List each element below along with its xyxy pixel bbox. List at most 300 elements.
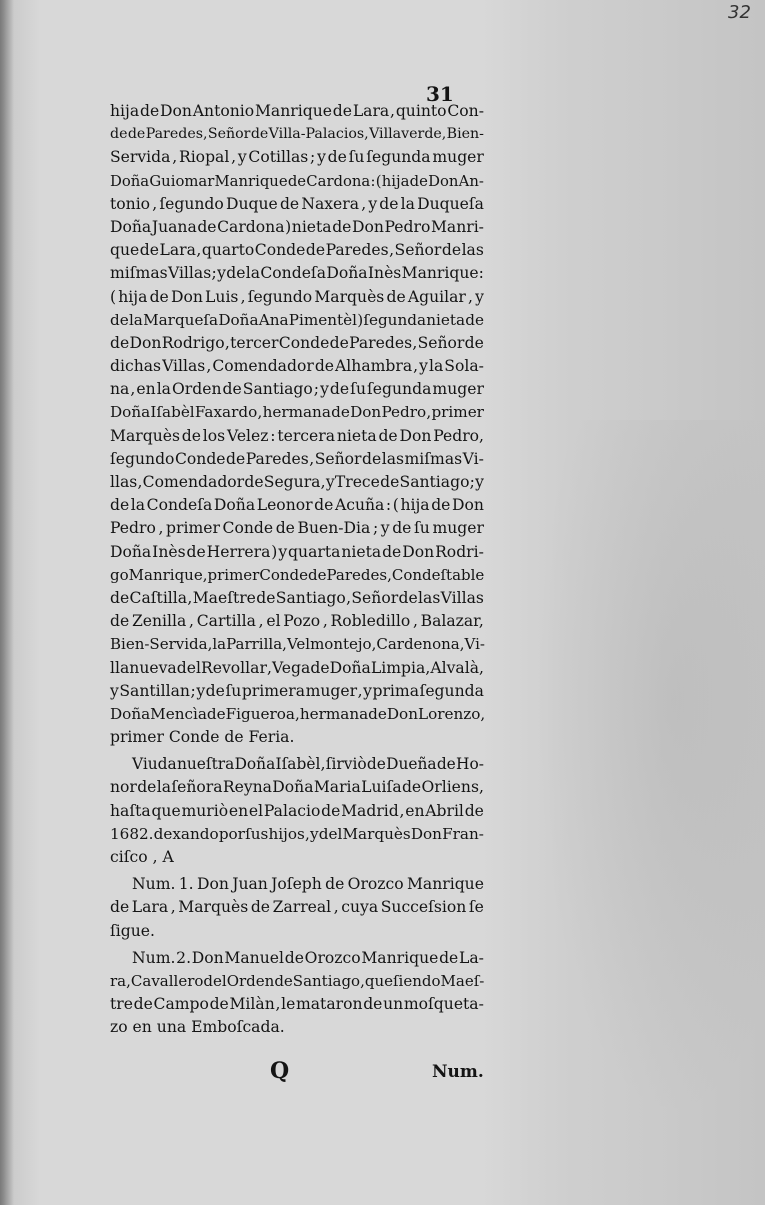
- word: ,: [275, 995, 281, 1014]
- word: ſus: [245, 824, 269, 843]
- word: quinto: [395, 102, 447, 120]
- word: de: [186, 542, 206, 561]
- word: Villa-Palacios,: [268, 126, 369, 143]
- word: ſegunda: [366, 148, 431, 167]
- text-line: [110, 170, 484, 193]
- word: de: [222, 380, 242, 399]
- word: y: [309, 824, 319, 843]
- word: que: [364, 971, 393, 990]
- word: y: [237, 148, 247, 167]
- text-line: [110, 146, 484, 169]
- word: por: [218, 824, 245, 843]
- word: Trece: [334, 473, 380, 491]
- word: de: [287, 172, 307, 190]
- word: Don: [191, 948, 224, 967]
- word: Villas: [167, 264, 212, 283]
- word: Manri-: [430, 217, 484, 236]
- word: ;: [372, 519, 379, 538]
- word: Conde: [259, 565, 308, 584]
- word: ,: [412, 333, 418, 352]
- word: de: [256, 588, 276, 607]
- word: Ho-: [456, 755, 484, 774]
- word: Manrique: [406, 875, 484, 894]
- word: Bien-Servida: [110, 635, 208, 654]
- word: Doña: [110, 172, 150, 190]
- word: Doña: [234, 755, 276, 774]
- word: Riopal: [178, 148, 230, 167]
- word: Doña: [326, 264, 368, 283]
- word: ,: [202, 565, 208, 584]
- word: de: [181, 426, 201, 445]
- word: un: [383, 995, 404, 1014]
- text-line: [110, 448, 484, 471]
- word: Orozco: [347, 875, 404, 894]
- word: la: [400, 194, 415, 213]
- word: Limpia: [370, 658, 426, 677]
- word: Alvalà,: [430, 658, 484, 677]
- word: Orden: [172, 380, 222, 399]
- text-line: [110, 401, 484, 424]
- word: de: [139, 241, 159, 260]
- word: hija: [381, 172, 410, 190]
- word: Num.: [132, 948, 176, 967]
- word: ;: [469, 473, 475, 491]
- word: Comendador: [142, 473, 245, 491]
- text-line: [110, 425, 484, 448]
- text-line: [110, 776, 484, 799]
- word: de: [149, 287, 169, 306]
- word: Marquès: [342, 824, 411, 843]
- word: de: [380, 473, 400, 491]
- word: na: [110, 380, 130, 399]
- word: Campo: [153, 995, 209, 1014]
- ink-bleed-through: [535, 420, 765, 1120]
- word: ſegundo: [110, 449, 175, 468]
- word: Maeſ-: [440, 971, 485, 990]
- word: las: [418, 588, 441, 607]
- word: muger: [432, 148, 484, 167]
- word: ): [271, 542, 278, 561]
- word: ,: [320, 755, 326, 774]
- word: Santiago: [399, 473, 470, 491]
- word: que: [151, 801, 181, 820]
- binding-gutter-shadow: [0, 0, 14, 1205]
- word: primer: [166, 519, 220, 538]
- word: Segura: [263, 473, 321, 491]
- text-line: [110, 823, 484, 846]
- word: prima: [372, 681, 419, 700]
- text-line: [110, 541, 484, 564]
- word: de: [279, 194, 300, 213]
- word: Manrique: [128, 565, 203, 584]
- word: Velmontejo: [286, 635, 372, 654]
- word: Manrique: [361, 948, 439, 967]
- word: Marquès: [178, 898, 249, 917]
- word: mataron: [295, 995, 363, 1014]
- word: Madrid: [341, 801, 399, 820]
- word: ſu: [348, 148, 365, 167]
- word: ,: [196, 241, 202, 260]
- word: muriò: [181, 801, 229, 820]
- word: en: [136, 380, 156, 399]
- word: Señor: [314, 449, 362, 468]
- word: ,: [399, 801, 405, 820]
- word: de: [305, 241, 326, 260]
- word: de: [110, 310, 129, 329]
- word: Don: [402, 542, 435, 561]
- word: ,: [126, 971, 131, 990]
- word: Pedro: [384, 217, 431, 236]
- word: hijos: [268, 824, 305, 843]
- word: miſmas: [404, 449, 463, 468]
- word: nor: [110, 778, 137, 797]
- word: Duque: [225, 194, 278, 213]
- word: de: [325, 875, 345, 894]
- word: Vi-: [462, 449, 484, 468]
- word: Caſtilla: [129, 588, 188, 607]
- word: llas: [110, 473, 138, 491]
- word: de: [464, 333, 484, 352]
- word: (: [392, 496, 399, 515]
- word: ,: [266, 658, 272, 677]
- word: nieta: [291, 217, 332, 236]
- word: Faxardo: [194, 403, 258, 422]
- word: Cardona: [306, 172, 371, 190]
- word: de: [139, 102, 160, 120]
- word: ,: [333, 898, 339, 917]
- word: Don: [410, 824, 442, 843]
- word: de: [386, 287, 406, 306]
- word: llanueva: [110, 658, 177, 677]
- word: Conde: [278, 333, 330, 352]
- word: y: [110, 681, 119, 700]
- word: Don: [160, 102, 192, 120]
- word: que: [110, 241, 140, 260]
- word: ,: [137, 473, 143, 491]
- word: Juan: [232, 875, 268, 894]
- word: Milàn: [229, 995, 275, 1014]
- word: Doña: [110, 542, 152, 561]
- word: Señor: [351, 588, 399, 607]
- word: Herrera: [206, 542, 271, 561]
- word: ,: [187, 588, 193, 607]
- word: de: [110, 588, 130, 607]
- word: ,: [346, 588, 352, 607]
- word: Pozo: [283, 612, 321, 631]
- word: hermana: [262, 403, 331, 422]
- word: Aguilar: [407, 287, 466, 306]
- word: muger: [305, 681, 358, 700]
- text-line: [110, 896, 484, 919]
- word: Velez: [226, 426, 269, 445]
- word: y: [380, 519, 390, 538]
- word: Doña: [329, 658, 371, 677]
- word: Manrique: [254, 102, 332, 120]
- word: Vi-: [464, 635, 485, 654]
- text-line: [110, 100, 484, 123]
- word: tercer: [230, 333, 279, 352]
- word: Sola-: [444, 357, 484, 376]
- text-line: [110, 262, 484, 285]
- word: Pedro: [110, 519, 156, 538]
- word: ,: [425, 658, 431, 677]
- word: de: [464, 801, 484, 820]
- word: las: [381, 449, 405, 468]
- text-line: [110, 993, 484, 1016]
- text-line: [110, 332, 484, 355]
- word: y: [217, 264, 226, 283]
- word: ra: [110, 971, 127, 990]
- text-line: [110, 753, 484, 776]
- word: Lorenzo,: [417, 704, 486, 723]
- word: Santiago: [275, 588, 346, 607]
- word: de: [366, 755, 386, 774]
- word: la: [428, 357, 444, 376]
- word: hija: [118, 287, 148, 306]
- word: y: [475, 287, 484, 306]
- word: La-: [459, 948, 484, 967]
- word: quarta: [288, 542, 341, 561]
- word: Condeſa: [260, 264, 327, 283]
- word: Cardenona: [376, 635, 460, 654]
- word: ;: [190, 681, 196, 700]
- word: 1682.: [110, 824, 154, 843]
- word: Fran-: [442, 824, 484, 843]
- word: ſu: [414, 519, 430, 538]
- catchword: Num.: [432, 1062, 484, 1082]
- word: ,: [426, 403, 432, 422]
- word: el: [248, 801, 264, 820]
- word: Revollar: [201, 658, 267, 677]
- word: Cavallero: [130, 971, 204, 990]
- word: de: [209, 995, 229, 1014]
- text-line: [110, 947, 484, 970]
- word: de: [206, 704, 226, 723]
- word: Villas: [162, 357, 206, 376]
- word: de: [379, 194, 399, 213]
- word: Condeſa: [146, 496, 213, 515]
- word: Santillan: [119, 681, 190, 700]
- word: ): [357, 310, 364, 329]
- word: de: [110, 126, 128, 143]
- word: de: [329, 380, 350, 399]
- word: Doña: [272, 778, 314, 797]
- word: Pedro,: [433, 426, 484, 445]
- word: Paredes: [349, 333, 413, 352]
- word: de: [284, 948, 304, 967]
- word: hija: [400, 496, 430, 515]
- word: Cotillas: [248, 148, 309, 167]
- word: Santiago: [292, 971, 361, 990]
- word: de: [274, 971, 293, 990]
- word: ;: [211, 264, 217, 283]
- word: Balazar,: [420, 612, 484, 631]
- word: Orliens,: [421, 778, 484, 797]
- text-line: [110, 657, 484, 680]
- word: dexando: [153, 824, 219, 843]
- word: ,: [413, 357, 419, 376]
- word: Viuda: [132, 755, 177, 774]
- text-line: [110, 680, 484, 703]
- text-line: [110, 970, 484, 993]
- word: y: [320, 380, 329, 399]
- word: de: [363, 995, 383, 1014]
- text-line: [110, 123, 484, 146]
- word: muger: [432, 519, 484, 538]
- word: Bien-: [446, 126, 484, 143]
- word: primer: [431, 403, 484, 422]
- word: el: [266, 612, 281, 631]
- word: Inès: [367, 264, 402, 283]
- word: ,: [361, 194, 367, 213]
- word: Iſabèl: [150, 403, 195, 422]
- word: y: [317, 148, 326, 167]
- word: ,: [357, 681, 363, 700]
- word: Conde: [174, 449, 226, 468]
- text-line: [110, 471, 484, 494]
- word: ſegunda: [419, 681, 484, 700]
- word: de: [392, 519, 412, 538]
- word: ſegunda: [367, 380, 432, 399]
- word: de: [465, 310, 484, 329]
- word: Buen-Dia: [297, 519, 371, 538]
- word: del: [318, 824, 343, 843]
- word: ): [285, 217, 292, 236]
- word: ſegundo: [247, 287, 313, 306]
- word: de: [368, 704, 387, 723]
- word: Iſabèl: [275, 755, 321, 774]
- text-line: zo en una Emboſcada.: [110, 1018, 285, 1037]
- word: de: [133, 995, 153, 1014]
- word: la: [130, 496, 146, 515]
- word: Palacio: [263, 801, 321, 820]
- word: la: [128, 310, 143, 329]
- word: Mencìa: [150, 704, 207, 723]
- body-text: [110, 100, 484, 1040]
- text-line: [110, 564, 484, 587]
- word: la: [245, 264, 261, 283]
- word: Naxera: [301, 194, 360, 213]
- word: de: [314, 496, 334, 515]
- word: Paredes: [326, 565, 388, 584]
- word: ſu: [225, 681, 242, 700]
- word: haſta: [110, 801, 151, 820]
- word: Luiſa: [361, 778, 402, 797]
- word: en: [405, 801, 425, 820]
- text-line: [110, 517, 484, 540]
- word: de: [321, 801, 341, 820]
- signature-mark: Q: [270, 1058, 290, 1084]
- word: ,: [295, 704, 300, 723]
- word: miſmas: [110, 264, 168, 283]
- word: de: [197, 217, 217, 236]
- word: Num.: [132, 875, 176, 894]
- word: Manrique: [214, 172, 288, 190]
- word: de: [362, 449, 382, 468]
- word: (: [110, 287, 117, 306]
- word: Don: [428, 172, 459, 190]
- word: nieta: [341, 542, 382, 561]
- word: Comendador: [212, 357, 314, 376]
- word: go: [110, 565, 129, 584]
- page-number: 31: [426, 82, 454, 106]
- word: de: [310, 658, 330, 677]
- word: Señor: [207, 126, 251, 143]
- word: de: [382, 542, 402, 561]
- word: de: [205, 681, 225, 700]
- word: 1.: [178, 875, 194, 894]
- word: Guiomar: [149, 172, 215, 190]
- word: ,: [387, 565, 392, 584]
- word: ſe: [468, 898, 484, 917]
- word: Inès: [152, 542, 186, 561]
- word: Santiago: [242, 380, 313, 399]
- word: ſeñora: [171, 778, 223, 797]
- word: de: [226, 264, 246, 283]
- word: Condeſtable: [391, 565, 485, 584]
- word: de: [127, 126, 146, 143]
- word: ;: [310, 148, 316, 167]
- word: ſiendo: [393, 971, 441, 990]
- word: ,: [371, 635, 377, 654]
- word: de: [436, 755, 456, 774]
- text-line: [110, 378, 484, 401]
- word: hija: [110, 102, 140, 120]
- word: nieta: [336, 426, 377, 445]
- word: Orden: [226, 971, 275, 990]
- word: de: [439, 948, 459, 967]
- word: An-: [458, 172, 484, 190]
- word: Maria: [313, 778, 361, 797]
- word: ,: [459, 635, 465, 654]
- word: Vega: [271, 658, 311, 677]
- word: Antonio: [192, 102, 255, 120]
- word: y: [475, 473, 484, 491]
- word: Don: [399, 426, 432, 445]
- word: muger: [432, 380, 484, 399]
- word: de: [110, 333, 130, 352]
- word: Villaverde,: [369, 126, 447, 143]
- word: ,: [130, 380, 136, 399]
- word: 2.: [176, 948, 192, 967]
- word: de: [401, 778, 422, 797]
- word: del: [176, 658, 201, 677]
- word: Doña: [218, 310, 259, 329]
- word: ,: [224, 333, 230, 352]
- text-line: [110, 587, 484, 610]
- word: ;: [313, 380, 320, 399]
- word: Paredes: [325, 241, 389, 260]
- text-line: [110, 610, 484, 633]
- word: en: [228, 801, 249, 820]
- word: cuya: [341, 898, 379, 917]
- word: Ana: [258, 310, 289, 329]
- word: Don: [350, 403, 382, 422]
- word: ,: [309, 449, 315, 468]
- word: de: [332, 217, 352, 236]
- word: Acuña: [334, 496, 385, 515]
- word: Dueña: [386, 755, 437, 774]
- word: Joſeph: [271, 875, 322, 894]
- word: Robledillo: [330, 612, 411, 631]
- word: Don: [170, 287, 203, 306]
- word: y: [368, 194, 378, 213]
- word: quarto: [201, 241, 255, 260]
- word: Lara: [131, 898, 169, 917]
- word: ,: [360, 971, 365, 990]
- word: Rodrigo: [161, 333, 225, 352]
- text-line: [110, 355, 484, 378]
